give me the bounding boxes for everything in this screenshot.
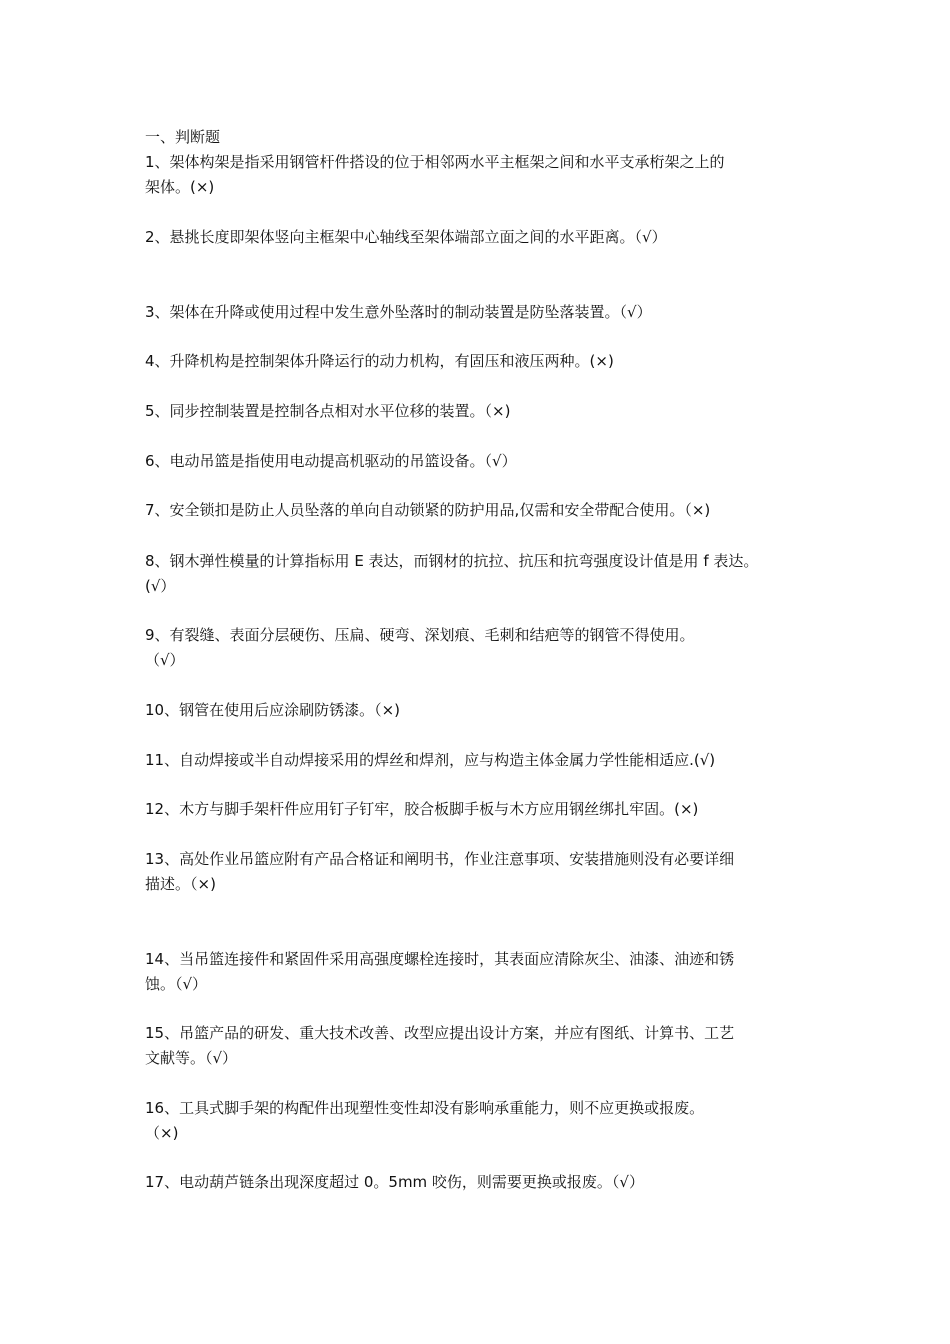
question-7-line-1: 7、安全锁扣是防止人员坠落的单向自动锁紧的防护用品,仅需和安全带配合使用。（×) [145,501,711,519]
question-13-line-2: 描述。（×) [145,875,216,893]
question-16-line-1: 16、工具式脚手架的构配件出现塑性变性却没有影响承重能力，则不应更换或报废。 [145,1099,705,1117]
section-title: 一、判断题 [145,128,221,146]
question-8-line-2: (√） [145,577,176,595]
question-14-line-1: 14、当吊篮连接件和紧固件采用高强度螺栓连接时，其表面应清除灰尘、油漆、油迹和锈 [145,950,735,968]
question-10-line-1: 10、钢管在使用后应涂刷防锈漆。（×) [145,701,401,719]
question-11-line-1: 11、自动焊接或半自动焊接采用的焊丝和焊剂，应与构造主体金属力学性能相适应.(√) [145,751,716,769]
question-6-line-1: 6、电动吊篮是指使用电动提高机驱动的吊篮设备。（√） [145,452,517,470]
question-9-line-1: 9、有裂缝、表面分层硬伤、压扁、硬弯、深划痕、毛刺和结疤等的钢管不得使用。 [145,626,695,644]
question-17-line-1: 17、电动葫芦链条出现深度超过 0。5mm 咬伤，则需要更换或报废。（√） [145,1173,644,1191]
question-15-line-2: 文献等。（√） [145,1049,238,1067]
question-9-line-2: （√） [145,651,185,669]
question-1-line-2: 架体。(×) [145,178,215,196]
question-15-line-1: 15、吊篮产品的研发、重大技术改善、改型应提出设计方案，并应有图纸、计算书、工艺 [145,1024,735,1042]
question-16-line-2: （×) [145,1124,179,1142]
question-4-line-1: 4、升降机构是控制架体升降运行的动力机构，有固压和液压两种。(×) [145,352,614,370]
question-5-line-1: 5、同步控制装置是控制各点相对水平位移的装置。（×) [145,402,511,420]
question-12-line-1: 12、木方与脚手架杆件应用钉子钉牢，胶合板脚手板与木方应用钢丝绑扎牢固。(×) [145,800,699,818]
question-13-line-1: 13、高处作业吊篮应附有产品合格证和阐明书，作业注意事项、安装措施则没有必要详细 [145,850,735,868]
question-2-line-1: 2、悬挑长度即架体竖向主框架中心轴线至架体端部立面之间的水平距离。（√） [145,228,667,246]
question-14-line-2: 蚀。（√） [145,975,208,993]
question-1-line-1: 1、架体构架是指采用钢管杆件搭设的位于相邻两水平主框架之间和水平支承桁架之上的 [145,153,725,171]
question-3-line-1: 3、架体在升降或使用过程中发生意外坠落时的制动装置是防坠落装置。（√） [145,303,652,321]
question-8-line-1: 8、钢木弹性模量的计算指标用 E 表达，而钢材的抗拉、抗压和抗弯强度设计值是用 f 表达。 [145,552,759,570]
